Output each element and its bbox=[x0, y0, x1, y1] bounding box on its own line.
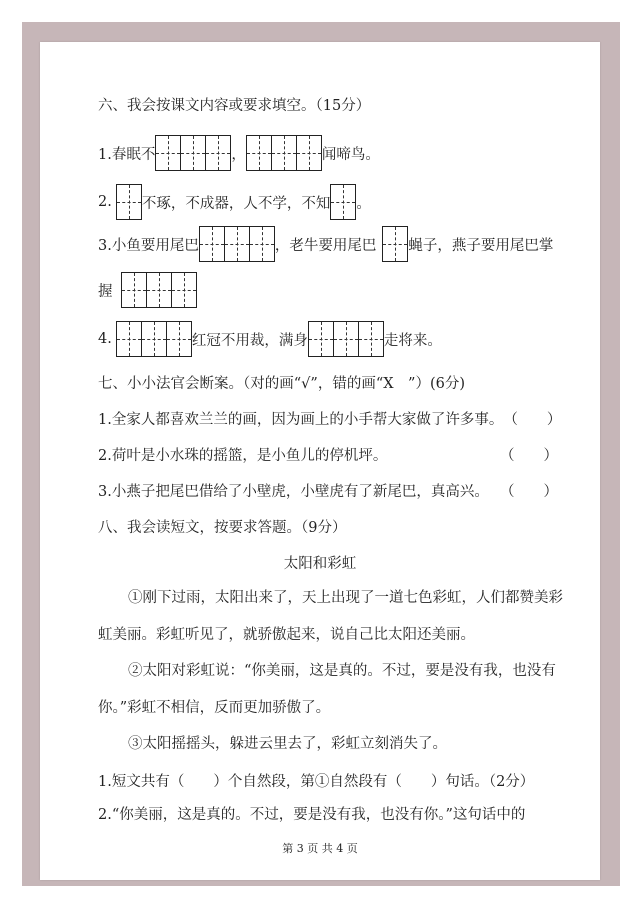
q6-1-prefix: 1.春眠不 bbox=[98, 146, 156, 163]
page-footer: 第 3 页 共 4 页 bbox=[282, 842, 358, 855]
judge-item bbox=[98, 480, 558, 501]
question-6-2 bbox=[98, 184, 371, 220]
writing-grid[interactable] bbox=[116, 184, 142, 220]
judge-text: 1.全家人都喜欢兰兰的画，因为画上的小手帮大家做了许多事。 bbox=[98, 412, 504, 428]
q6-2-middle: 不琢，不成器，人不学，不知 bbox=[141, 195, 331, 212]
paragraph-line: 虹美丽。彩虹听见了，就骄傲起来，说自己比太阳还美丽。 bbox=[98, 627, 475, 643]
story-paragraph-3: ③太阳摇摇头，躲进云里去了，彩虹立刻消失了。 bbox=[128, 736, 447, 752]
answer-parens[interactable]: （ ） bbox=[500, 484, 558, 500]
q6-2-suffix: 。 bbox=[356, 195, 371, 212]
question-6-3-cont bbox=[98, 272, 197, 308]
paragraph-line: ②太阳对彩虹说：“你美丽，这是真的。不过，要是没有我，也没有 bbox=[128, 663, 556, 679]
writing-grid[interactable] bbox=[121, 272, 197, 308]
question-8-2: 2.“你美丽，这是真的。不过，要是没有我，也没有你。”这句话中的 bbox=[98, 807, 526, 823]
question-6-1 bbox=[98, 135, 380, 171]
q6-1-suffix: 闻啼鸟。 bbox=[321, 146, 380, 163]
writing-grid[interactable] bbox=[155, 135, 231, 171]
question-6-3 bbox=[98, 226, 553, 262]
judge-text: 2.荷叶是小水珠的摇篮，是小鱼儿的停机坪。 bbox=[98, 448, 388, 464]
section6-heading: 六、我会按课文内容或要求填空。（15分） bbox=[98, 98, 371, 114]
section8-heading: 八、我会读短文，按要求答题。（9分） bbox=[98, 520, 347, 536]
q6-4-middle: 红冠不用裁，满身 bbox=[191, 332, 308, 349]
story-paragraph-2 bbox=[98, 653, 572, 690]
paragraph-line: ①刚下过雨，太阳出来了，天上出现了一道七色彩虹，人们都赞美彩 bbox=[128, 590, 563, 606]
question-6-4 bbox=[98, 321, 442, 357]
writing-grid[interactable] bbox=[330, 184, 356, 220]
judge-text: 3.小燕子把尾巴借给了小壁虎，小壁虎有了新尾巴，真高兴。 bbox=[98, 484, 489, 500]
answer-parens[interactable]: （ ） bbox=[500, 448, 558, 464]
story-paragraph-1 bbox=[98, 580, 572, 617]
q6-2-prefix: 2. bbox=[98, 194, 112, 210]
question-8-1: 1.短文共有（ ）个自然段，第①自然段有（ ）句话。（2分） bbox=[98, 774, 535, 790]
paragraph-line: 你。”彩虹不相信，反而更加骄傲了。 bbox=[98, 700, 331, 716]
q6-3-suffix: 蝇子，燕子要用尾巴掌 bbox=[408, 237, 554, 254]
judge-item bbox=[98, 408, 562, 429]
story-title: 太阳和彩虹 bbox=[283, 556, 357, 572]
q6-3-middle: ，老牛要用尾巴 bbox=[274, 237, 377, 254]
q6-1-comma: ， bbox=[231, 146, 246, 163]
writing-grid[interactable] bbox=[382, 226, 408, 262]
q6-4-suffix: 走将来。 bbox=[383, 332, 442, 349]
q6-3-line2: 握 bbox=[98, 283, 113, 300]
writing-grid[interactable] bbox=[308, 321, 384, 357]
writing-grid[interactable] bbox=[199, 226, 275, 262]
writing-grid[interactable] bbox=[246, 135, 322, 171]
judge-item bbox=[98, 444, 558, 465]
writing-grid[interactable] bbox=[116, 321, 192, 357]
answer-parens[interactable]: （ ） bbox=[503, 412, 562, 428]
q6-4-prefix: 4. bbox=[98, 331, 112, 347]
section7-heading: 七、小小法官会断案。（对的画“√”，错的画“X ”）(6分) bbox=[98, 376, 466, 392]
q6-3-prefix: 3.小鱼要用尾巴 bbox=[98, 237, 199, 254]
